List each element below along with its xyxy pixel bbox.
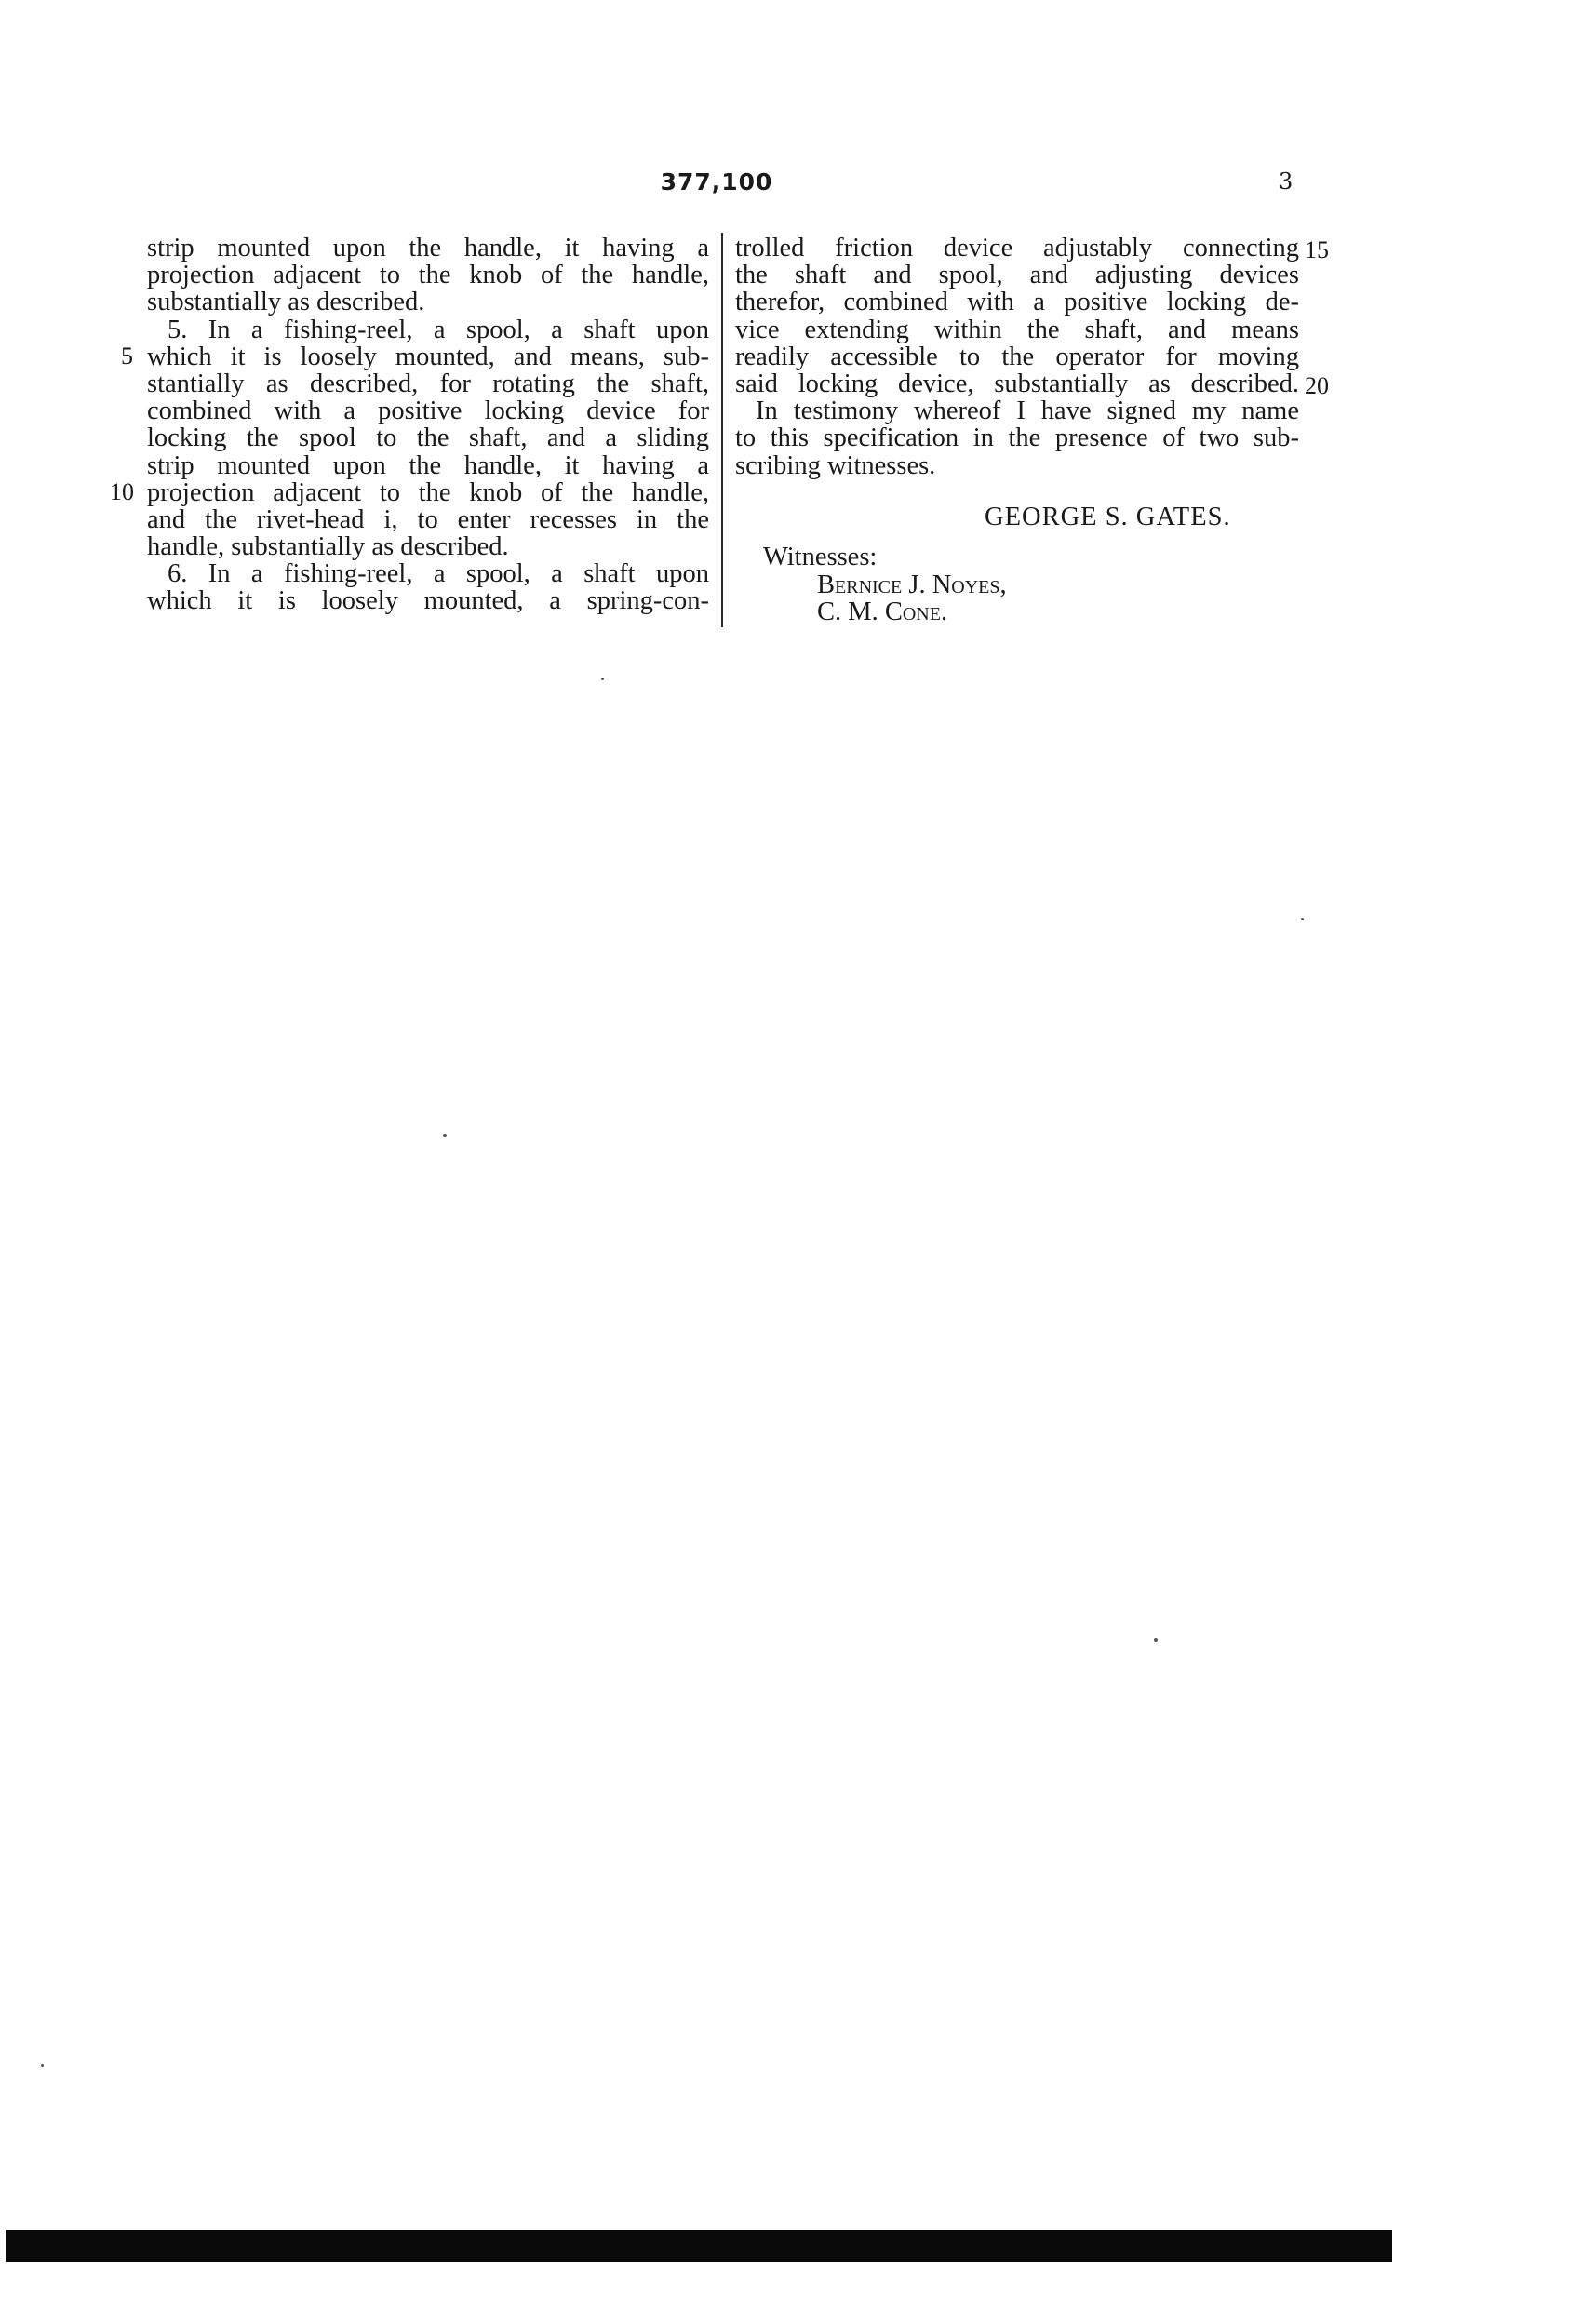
page-number: 3: [1279, 168, 1294, 195]
right-column: [735, 235, 1299, 479]
text-line: which it is loosely mounted, and means, sub-: [147, 342, 709, 371]
text-line: vice extending within the shaft, and means: [735, 315, 1299, 344]
column-divider: [721, 233, 723, 627]
text-line: and the rivet-head i, to enter recesses in the: [147, 504, 709, 534]
text-line: said locking device, substantially as described.: [735, 369, 1299, 398]
text-line: substantially as described.: [147, 288, 425, 317]
witnesses-label: Witnesses:: [763, 543, 878, 571]
text-line: handle, substantially as described.: [147, 532, 509, 562]
inventor-signature: GEORGE S. GATES.: [985, 503, 1231, 531]
text-line: 5. In a fishing-reel, a spool, a shaft upon: [168, 315, 709, 344]
text-line: projection adjacent to the knob of the handle,: [147, 261, 709, 290]
line-number-15: 15: [1305, 236, 1329, 263]
scan-speck: [41, 2064, 44, 2067]
text-line: strip mounted upon the handle, it having a: [147, 234, 709, 262]
text-line: projection adjacent to the knob of the handle,: [147, 477, 709, 507]
patent-number: 377,100: [660, 168, 773, 195]
text-line: readily accessible to the operator for moving: [735, 342, 1299, 371]
text-line: trolled friction device adjustably connecting: [735, 234, 1299, 262]
line-number-10: 10: [110, 478, 134, 505]
text-line: 6. In a fishing-reel, a spool, a shaft upon: [168, 559, 709, 589]
scan-speck: [1154, 1638, 1158, 1642]
scan-speck: [601, 678, 604, 680]
witness-name: Bernice J. Noyes,: [817, 571, 1007, 599]
text-line: locking the spool to the shaft, and a sliding: [147, 423, 709, 453]
text-line: strip mounted upon the handle, it having a: [147, 450, 709, 480]
scan-border-bar: [6, 2230, 1392, 2262]
text-line: which it is loosely mounted, a spring-con-: [147, 586, 709, 616]
scan-speck: [1301, 918, 1304, 920]
left-column: [147, 235, 709, 615]
line-number-20: 20: [1305, 372, 1329, 399]
text-line: combined with a positive locking device for: [147, 396, 709, 426]
witness-name: C. M. Cone.: [817, 598, 948, 626]
text-line: In testimony whereof I have signed my name: [756, 396, 1299, 426]
scan-speck: [443, 1134, 447, 1137]
text-line: scribing witnesses.: [735, 450, 936, 480]
line-number-5: 5: [121, 343, 133, 369]
text-line: to this specification in the presence of two sub-: [735, 423, 1299, 453]
text-line: therefor, combined with a positive locking de-: [735, 288, 1299, 317]
text-line: the shaft and spool, and adjusting devices: [735, 261, 1299, 290]
text-line: stantially as described, for rotating the shaft,: [147, 369, 709, 398]
